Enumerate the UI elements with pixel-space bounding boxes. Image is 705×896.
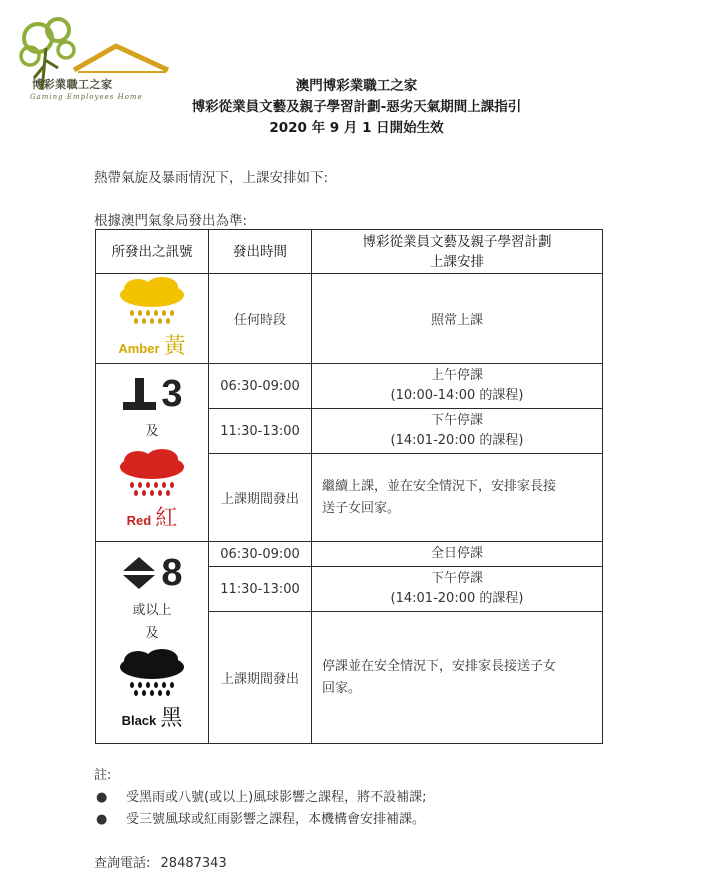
typhoon3-red-signal [96,364,209,542]
t8-arrangement-3 [312,612,603,744]
t3-arrangement-3 [312,454,603,542]
amber-label-en: Amber [118,341,160,356]
table-header-row [96,230,603,274]
and-text: 及 [145,423,159,439]
t3-arrangement-2-line1: 下午停課 [430,413,483,428]
t8-arrangement-2-line1: 下午停課 [430,571,483,586]
bullet-icon: ● [96,812,108,827]
note-item-2 [96,808,425,827]
t3-time-1: 06:30-09:00 [209,364,312,409]
t3-arrangement-1-line2: (10:00-14:00 的課程) [390,388,524,403]
header-arrangement-line2: 上課安排 [430,253,484,270]
header-signal: 所發出之訊號 [96,230,209,274]
red-label-en: Red [126,512,152,528]
t3-arrangement-1-line1: 上午停課 [430,368,483,383]
note-text-1: 受黑雨或八號(或以上)風球影響之課程，將不設補課; [126,790,427,805]
header-effective-date: 2020 年 9 月 1 日開始生效 [269,120,444,136]
phone-number: 28487343 [160,856,227,871]
t8-arrangement-3-line1: 停課並在安全情況下，安排家長接送子女 [322,658,557,674]
t8-time-3: 上課期間發出 [209,612,312,744]
t3-arrangement-1 [312,364,603,409]
amber-rain-cloud-icon [114,277,190,325]
black-rain-cloud-icon [114,649,190,697]
amber-arrangement: 照常上課 [312,274,603,364]
amber-label-zh: 黃 [163,334,186,359]
table-row-t3-morning [96,364,603,409]
t8-arrangement-1 [312,542,603,567]
black-label-zh: 黑 [160,706,183,731]
header-arrangement-line1: 博彩從業員文藝及親子學習計劃 [362,233,552,250]
red-rain-cloud-icon [114,449,190,497]
typhoon-8-number: 8 [161,552,183,594]
amber-rainstorm-signal [96,274,209,364]
intro-text: 熱帶氣旋及暴雨情況下，上課安排如下: [94,170,329,186]
table-row-t8-morning [96,542,603,567]
t3-arrangement-2 [312,409,603,454]
header-arrangement [312,230,603,274]
t8-arrangement-3-line2: 回家。 [322,680,362,696]
header-time: 發出時間 [209,230,312,274]
t3-arrangement-3-line2: 送子女回家。 [322,500,401,516]
black-label-en: Black [121,713,157,728]
typhoon-signal-8-icon [121,555,157,591]
t3-arrangement-2-line2: (14:01-20:00 的課程) [390,433,524,448]
phone-label: 查詢電話: [94,856,151,871]
bullet-icon: ● [96,790,108,805]
logo-name: 博彩業職工之家 [32,78,113,91]
header-title: 博彩從業員文藝及親子學習計劃-惡劣天氣期間上課指引 [191,99,522,115]
typhoon-signal-3-icon [121,376,157,412]
notes-title: 註: [94,768,112,783]
amber-time: 任何時段 [209,274,312,364]
class-arrangement-table [95,229,603,744]
or-above-text: 或以上 [132,603,172,618]
note-item-1 [96,786,427,805]
red-label-zh: 紅 [155,505,178,531]
typhoon-3-number: 3 [161,372,183,415]
t8-arrangement-2 [312,567,603,612]
enquiry-phone [94,852,227,871]
document-header [0,76,705,139]
t8-arrangement-2-line2: (14:01-20:00 的課程) [390,591,524,606]
logo-subtitle: Gaming Employees Home [30,93,143,101]
t8-time-2: 11:30-13:00 [209,567,312,612]
t3-time-3: 上課期間發出 [209,454,312,542]
t8-time-1: 06:30-09:00 [209,542,312,567]
typhoon8-black-signal [96,542,209,744]
and-text-2: 及 [145,626,159,641]
header-organization: 澳門博彩業職工之家 [295,78,418,94]
t8-arrangement-1-line1: 全日停課 [430,546,483,561]
note-text-2: 受三號風球或紅雨影響之課程，本機構會安排補課。 [126,812,426,827]
basis-text: 根據澳門氣象局發出為準: [94,213,248,229]
t3-time-2: 11:30-13:00 [209,409,312,454]
t3-arrangement-3-line1: 繼續上課，並在安全情況下，安排家長接 [322,478,557,494]
table-row-amber [96,274,603,364]
